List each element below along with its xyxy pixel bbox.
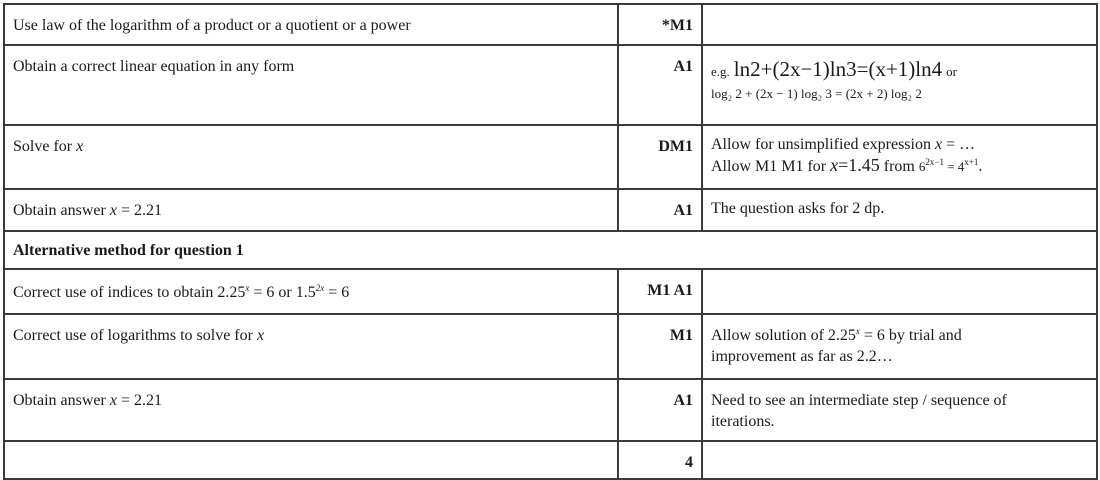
table-row bbox=[4, 45, 1097, 125]
total-mark: 4 bbox=[618, 441, 702, 479]
row-note: Allow solution of $2.25^x = 6$ by trial and improvement as far as 2.2… bbox=[702, 314, 1097, 379]
row-mark: *M1 bbox=[618, 4, 702, 45]
row-description: Solve for x bbox=[4, 125, 618, 189]
table-row bbox=[4, 4, 1097, 45]
row-note: Allow for unsimplified expression x = … Allow M1 M1 for x=1.45 from $6^{2x-1} = 4^{x+1}$. bbox=[702, 125, 1097, 189]
table-row bbox=[4, 269, 1097, 314]
row-description: Use law of the logarithm of a product or a quotient or a power bbox=[4, 4, 618, 45]
total-row bbox=[4, 441, 1097, 479]
row-mark: DM1 bbox=[618, 125, 702, 189]
equation-alt: log₂ 2 + (2x − 1) log₂ 3 = (2x + 2) log₂ 2 bbox=[711, 86, 922, 101]
table-row bbox=[4, 314, 1097, 379]
alt-header-row bbox=[4, 231, 1097, 269]
row-note: e.g. ln2+(2x−1)ln3=(x+1)ln4 or log₂ 2 + (2x − 1) log₂ 3 = (2x + 2) log₂ 2 bbox=[702, 45, 1097, 125]
row-mark: A1 bbox=[618, 379, 702, 441]
row-mark: M1 A1 bbox=[618, 269, 702, 314]
row-note bbox=[702, 4, 1097, 45]
row-description: Obtain answer x = 2.21 bbox=[4, 189, 618, 231]
row-note bbox=[702, 269, 1097, 314]
row-mark: M1 bbox=[618, 314, 702, 379]
row-description: Obtain answer x = 2.21 bbox=[4, 379, 618, 441]
table-row bbox=[4, 379, 1097, 441]
row-mark: A1 bbox=[618, 189, 702, 231]
row-note: Need to see an intermediate step / sequence of iterations. bbox=[702, 379, 1097, 441]
alt-method-heading: Alternative method for question 1 bbox=[4, 231, 1097, 269]
table-row bbox=[4, 125, 1097, 189]
equation: ln2+(2x−1)ln3=(x+1)ln4 bbox=[733, 57, 943, 81]
row-description: Obtain a correct linear equation in any form bbox=[4, 45, 618, 125]
row-description: Correct use of indices to obtain $2.25^x = 6$ or $1.5^{2x} = 6$ bbox=[4, 269, 618, 314]
row-note: The question asks for 2 dp. bbox=[702, 189, 1097, 231]
row-mark: A1 bbox=[618, 45, 702, 125]
mark-scheme-table bbox=[3, 3, 1098, 480]
table-row bbox=[4, 189, 1097, 231]
row-description: Correct use of logarithms to solve for x bbox=[4, 314, 618, 379]
